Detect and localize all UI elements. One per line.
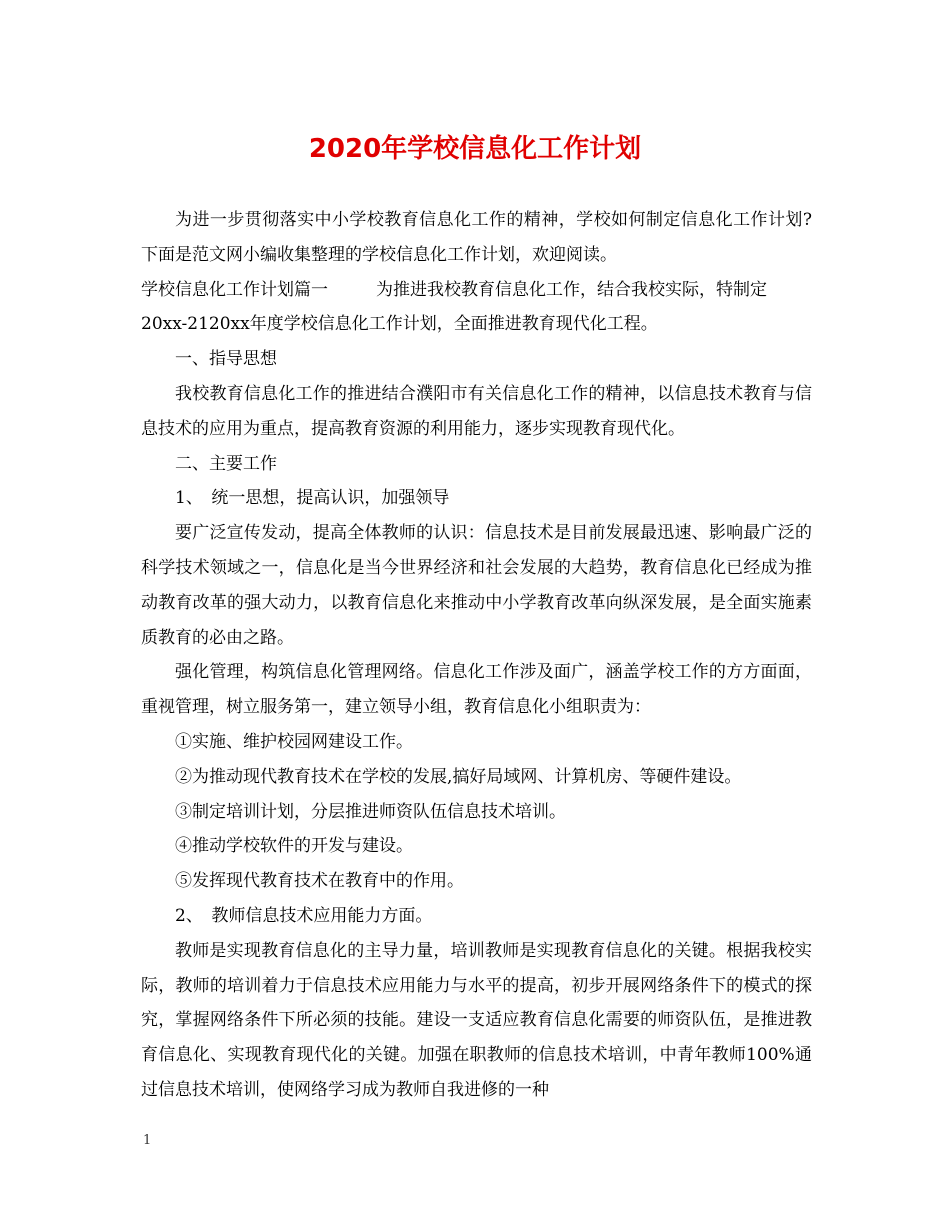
teacher-training-paragraph: 教师是实现教育信息化的主导力量，培训教师是实现教育信息化的关键。根据我校实际，教师的培训着力于信息技术应用能力与水平的提高，初步开展网络条件下的模式的探究，掌握网络条件下所必须的技能。建设一支适应教育信息化需要的师资队伍，是推进教育信息化、实现教育现代化的关键。加强在职教师的信息技术培训，中青年教师100%通过信息技术培训，使网络学习成为教师自我进修的一种 <box>141 940 812 1100</box>
list-item: ③制定培训计划，分层推进师资队伍信息技术培训。 <box>175 801 566 822</box>
guiding-ideology-paragraph: 我校教育信息化工作的推进结合濮阳市有关信息化工作的精神，以信息技术教育与信息技术的应用为重点，提高教育资源的利用能力，逐步实现教育现代化。 <box>141 383 812 439</box>
intro-paragraph: 为进一步贯彻落实中小学校教育信息化工作的精神，学校如何制定信息化工作计划?下面是范文网小编收集整理的学校信息化工作计划，欢迎阅读。 <box>141 210 812 265</box>
heading-main-work: 二、主要工作 <box>175 453 277 474</box>
list-item: ①实施、维护校园网建设工作。 <box>175 731 413 752</box>
section-heading-text: 为推进我校教育信息化工作，结合我校实际，特制定 <box>376 279 767 300</box>
list-item: ②为推动现代教育技术在学校的发展,搞好局域网、计算机房、等硬件建设。 <box>175 766 742 787</box>
list-item: ④推动学校软件的开发与建设。 <box>175 836 413 857</box>
publicity-paragraph: 要广泛宣传发动，提高全体教师的认识：信息技术是目前发展最迅速、影响最广泛的科学技术领域之一，信息化是当今世界经济和社会发展的大趋势，教育信息化已经成为推动教育改革的强大动力，以教育信息化来推动中小学教育改革向纵深发展，是全面实施素质教育的必由之路。 <box>141 523 812 648</box>
page-number: 1 <box>143 1133 152 1148</box>
management-paragraph: 强化管理，构筑信息化管理网络。信息化工作涉及面广，涵盖学校工作的方方面面，重视管理，树立服务第一，建立领导小组，教育信息化小组职责为： <box>141 662 812 718</box>
plan-year-paragraph: 20xx-2120xx年度学校信息化工作计划，全面推进教育现代化工程。 <box>141 314 658 335</box>
section-heading-line <box>141 273 812 308</box>
document-title: 2020年学校信息化工作计划 <box>308 134 642 164</box>
subheading-unify-thinking: 1、 统一思想，提高认识，加强领导 <box>175 488 450 509</box>
section-heading-label: 学校信息化工作计划篇一 <box>141 279 328 300</box>
heading-guiding-ideology: 一、指导思想 <box>175 349 277 370</box>
subheading-teacher-ability: 2、 教师信息技术应用能力方面。 <box>175 905 433 926</box>
list-item: ⑤发挥现代教育技术在教育中的作用。 <box>175 871 464 892</box>
document-body <box>141 203 812 1108</box>
